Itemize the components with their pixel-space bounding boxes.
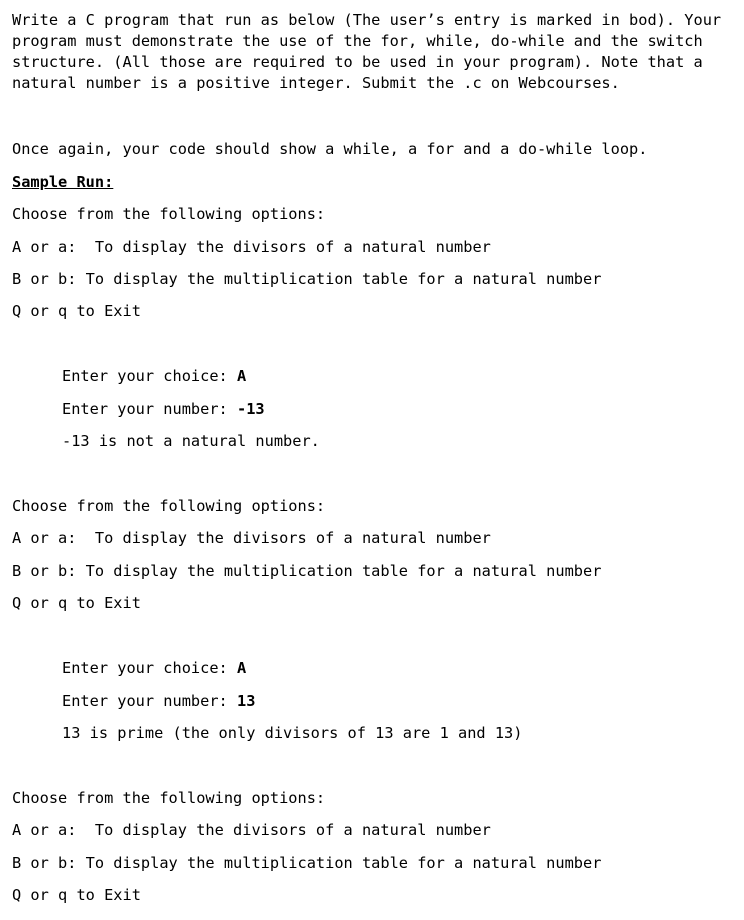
number-line xyxy=(62,691,255,712)
choice-label: Enter your choice: xyxy=(62,659,237,677)
choice-value: A xyxy=(236,659,247,677)
menu-option-a: A or a: To display the divisors of a natural number xyxy=(12,238,491,256)
menu-option-q: Q or q to Exit xyxy=(12,594,141,612)
choice-line xyxy=(62,658,246,679)
choice-line xyxy=(62,366,246,387)
menu-option-b: B or b: To display the multiplication table for a natural number xyxy=(12,854,602,872)
choice-label: Enter your choice: xyxy=(62,367,237,385)
menu-prompt: Choose from the following options: xyxy=(12,205,326,223)
result-line: 13 is prime (the only divisors of 13 are 1 and 13) xyxy=(62,724,523,742)
menu-option-q: Q or q to Exit xyxy=(12,302,141,320)
intro-line: natural number is a positive integer. Submit the .c on Webcourses. xyxy=(12,74,620,92)
menu-prompt: Choose from the following options: xyxy=(12,497,326,515)
number-value: 13 xyxy=(236,692,256,710)
intro-line: structure. (All those are required to be used in your program). Note that a xyxy=(12,53,703,71)
number-label: Enter your number: xyxy=(62,400,237,418)
intro-line: program must demonstrate the use of the for, while, do-while and the switch xyxy=(12,32,703,50)
number-line xyxy=(62,399,265,420)
menu-option-a: A or a: To display the divisors of a natural number xyxy=(12,821,491,839)
menu-option-q: Q or q to Exit xyxy=(12,886,141,904)
menu-option-b: B or b: To display the multiplication table for a natural number xyxy=(12,270,602,288)
loop-reminder: Once again, your code should show a while, a for and a do-while loop. xyxy=(12,140,648,158)
sample-run-heading: Sample Run: xyxy=(12,173,114,191)
intro-line: Write a C program that run as below (The user’s entry is marked in bod). Your xyxy=(12,11,722,29)
result-line: -13 is not a natural number. xyxy=(62,432,320,450)
choice-value: A xyxy=(236,367,247,385)
menu-prompt: Choose from the following options: xyxy=(12,789,326,807)
menu-option-a: A or a: To display the divisors of a natural number xyxy=(12,529,491,547)
number-label: Enter your number: xyxy=(62,692,237,710)
number-value: -13 xyxy=(236,400,265,418)
menu-option-b: B or b: To display the multiplication table for a natural number xyxy=(12,562,602,580)
